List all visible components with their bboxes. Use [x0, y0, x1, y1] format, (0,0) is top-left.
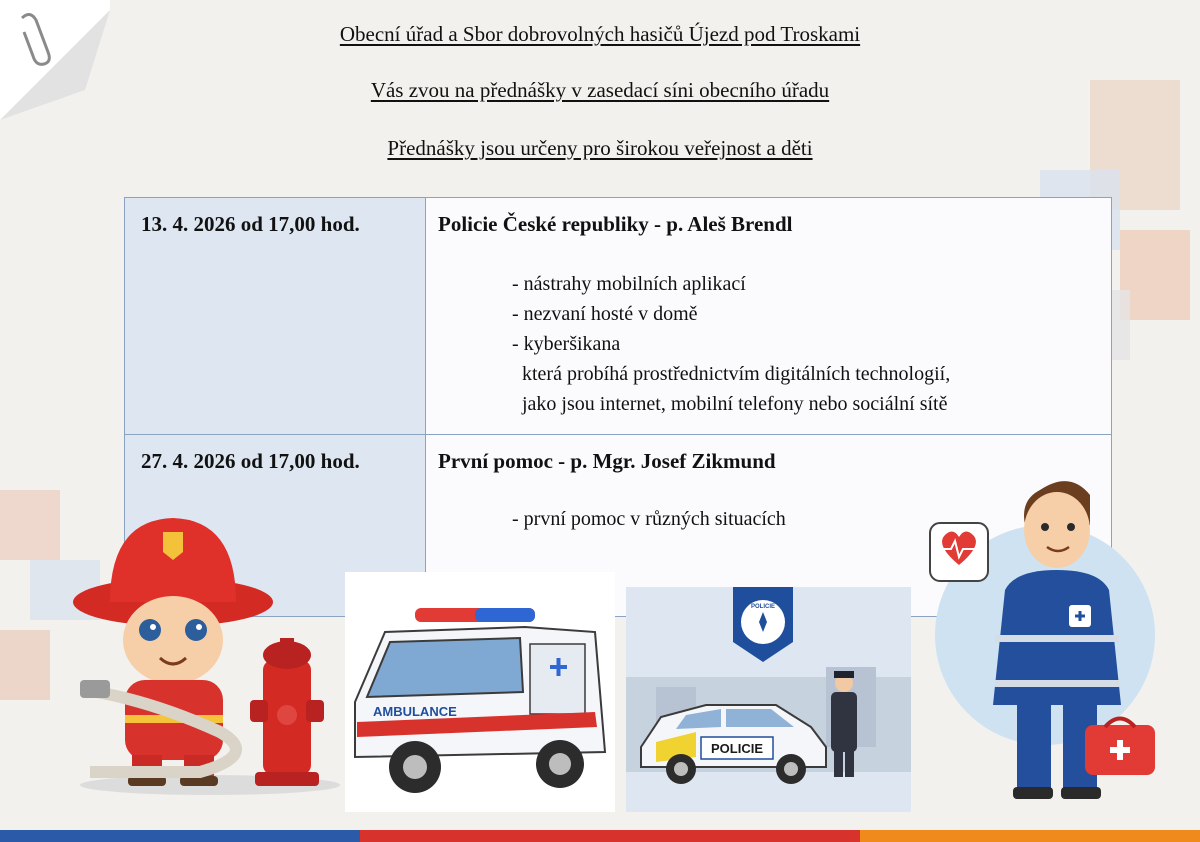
topic-item-continuation: jako jsou internet, mobilní telefony nebo sociální sítě [522, 393, 948, 415]
police-car-label: POLICIE [710, 741, 764, 756]
ambulance-illustration [345, 572, 615, 812]
event-row [125, 198, 1112, 435]
header-organizers: Obecní úřad a Sbor dobrovolných hasičů Újezd pod Troskami [339, 22, 861, 46]
event-info-cell [426, 198, 1112, 435]
event-title: Policie České republiky - p. Aleš Brendl [438, 212, 793, 236]
topic-item: - nástrahy mobilních aplikací [512, 273, 746, 295]
police-badge-text: POLICIE [750, 604, 776, 610]
event-date-cell [125, 198, 426, 435]
topic-item-continuation: která probíhá prostřednictvím digitálních technologií, [522, 363, 951, 385]
header-audience: Přednášky jsou určeny pro širokou veřejnost a děti [387, 136, 813, 160]
firefighter-illustration [70, 510, 345, 800]
event-date: 13. 4. 2026 od 17,00 hod. [141, 212, 360, 236]
police-illustration [626, 587, 911, 812]
topic-item: - kyberšikana [512, 333, 621, 355]
header-invitation: Vás zvou na přednášky v zasedací síni obecního úřadu [370, 78, 830, 102]
ambulance-label: AMBULANCE [373, 704, 457, 719]
footer-stripe-orange [860, 830, 1200, 842]
paramedic-illustration [925, 465, 1200, 815]
topic-item: - nezvaní hosté v domě [512, 303, 698, 325]
footer-stripe-red [360, 830, 860, 842]
footer-stripe-blue [0, 830, 360, 842]
event-title: První pomoc - p. Mgr. Josef Zikmund [438, 449, 776, 473]
event-date: 27. 4. 2026 od 17,00 hod. [141, 449, 360, 473]
event-topics [512, 269, 1111, 419]
topic-item: - první pomoc v různých situacích [512, 508, 786, 530]
